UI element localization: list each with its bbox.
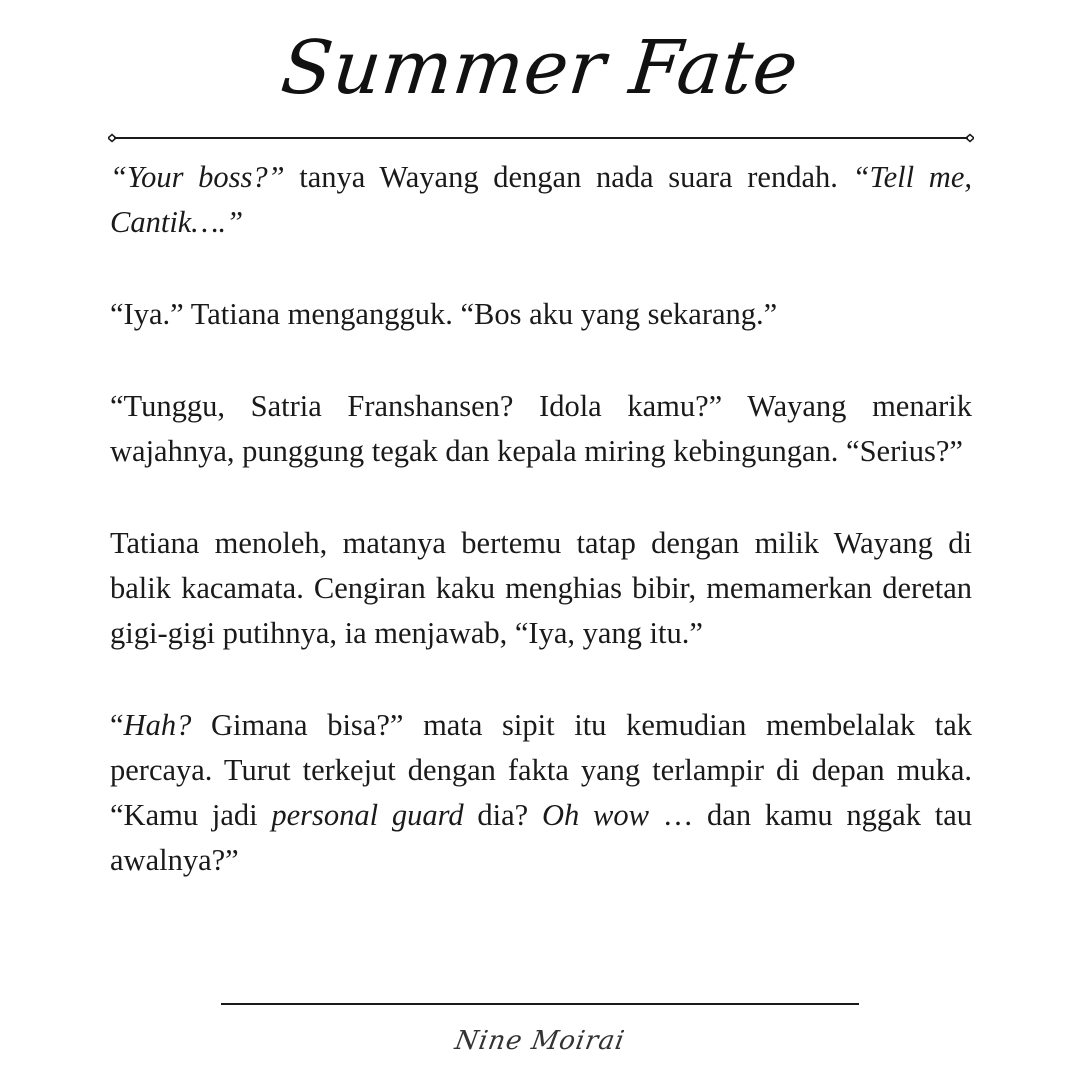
narration: Gimana bisa?” mata sipit itu kemudian membelalak tak percaya. Turut terkejut dengan fakta yang terlampir di depan muka. “Kamu jadi <box>110 708 972 832</box>
paragraph-3: “Tunggu, Satria Franshansen? Idola kamu?” Wayang menarik wajahnya, punggung tegak dan kepala miring kebingungan. “Serius?” <box>110 389 972 468</box>
italic-phrase: personal guard <box>271 798 464 832</box>
narration: tanya Wayang dengan nada suara rendah. <box>284 160 853 194</box>
italic-quote: “Tell me, Cantik….” <box>110 160 972 239</box>
paragraph-4: Tatiana menoleh, matanya bertemu tatap dengan milik Wayang di balik kacamata. Cengiran kaku menghias bibir, memamerkan deretan gigi-gigi putihnya, ia menjawab, “Iya, yang itu.” <box>110 526 972 650</box>
paragraph-1 <box>110 155 972 245</box>
italic-phrase: Oh wow <box>542 798 649 832</box>
narration: … dan kamu nggak tau awalnya?” <box>110 798 972 877</box>
story-text <box>110 155 972 883</box>
author-signature: Nine Moirai <box>452 1026 628 1056</box>
page-title: Summer Fate <box>277 25 803 111</box>
footer-divider <box>221 1003 859 1005</box>
quote-mark: “ <box>110 708 124 742</box>
paragraph-2: “Iya.” Tatiana mengangguk. “Bos aku yang sekarang.” <box>110 297 778 331</box>
italic-word: Hah? <box>123 708 192 742</box>
title-divider <box>108 132 974 144</box>
paragraph-5 <box>110 703 972 883</box>
italic-quote: “Your boss?” <box>110 160 285 194</box>
narration: dia? <box>463 798 542 832</box>
